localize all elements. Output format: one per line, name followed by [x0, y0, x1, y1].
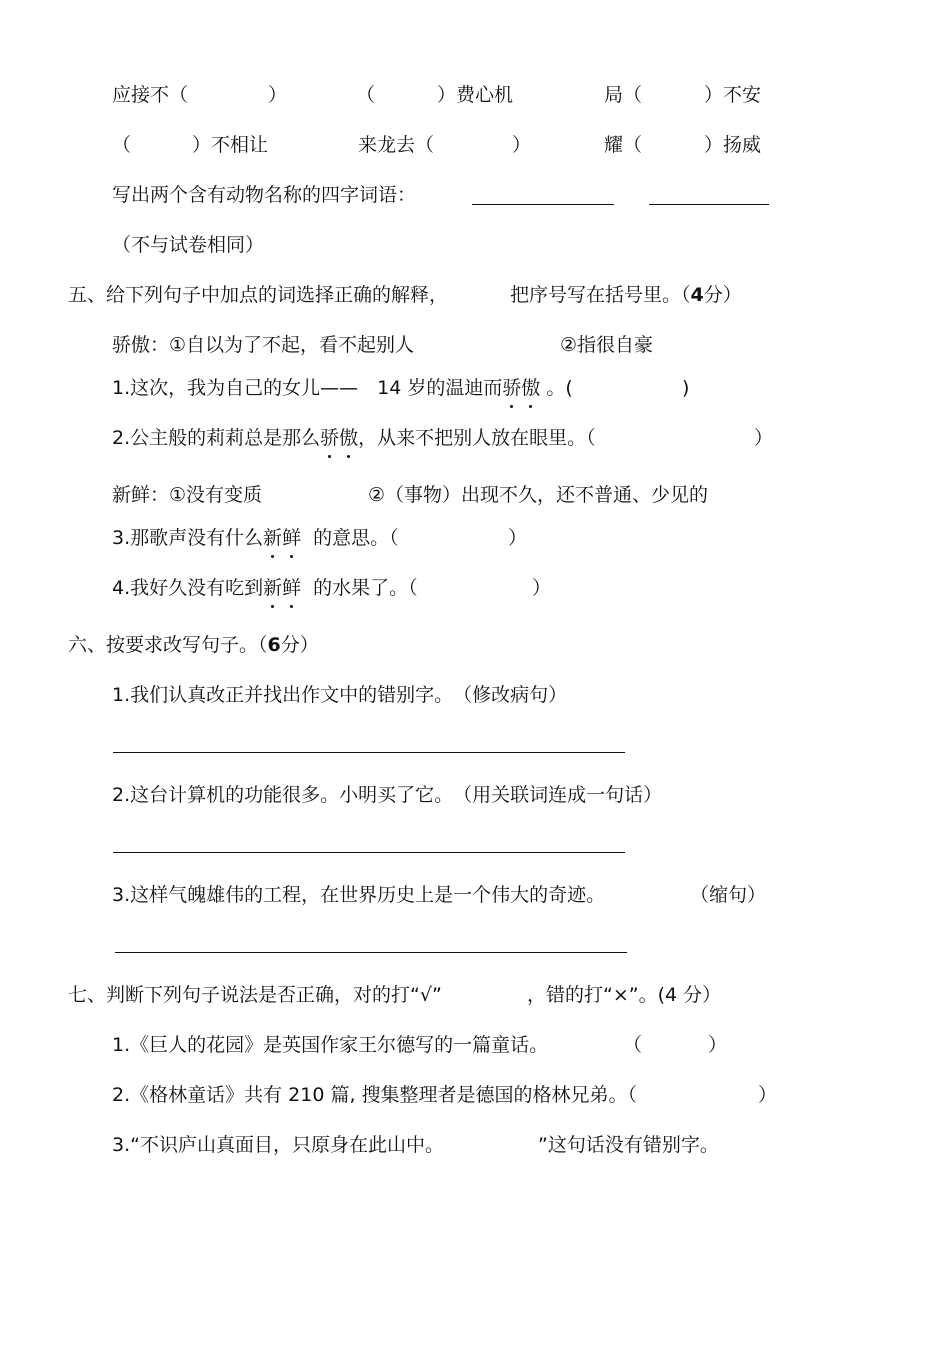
question-5-1: 1.这次，我为自己的女儿—— 14 岁的温迪而骄傲 。( — [112, 377, 573, 399]
idiom-row1-b-open: （ — [356, 84, 376, 106]
answer-paren-5-2-close[interactable]: ） — [754, 427, 774, 449]
idiom-row1-c-open: 局（ — [604, 84, 643, 106]
answer-line-6-2[interactable] — [113, 852, 625, 853]
question-6-3: 3.这样气魄雄伟的工程，在世界历史上是一个伟大的奇迹。 — [112, 884, 606, 906]
question-7-3: 3.“不识庐山真面目，只原身在此山中。 — [112, 1134, 444, 1156]
idiom-row2-a-open: （ — [112, 134, 132, 156]
idiom-row1-a-open: 应接不（ — [112, 84, 189, 106]
idiom-row1-c-close: ）不安 — [704, 84, 762, 106]
answer-paren-7-2-close[interactable]: ） — [758, 1084, 778, 1106]
section5-heading-b: 把序号写在括号里。（4分） — [510, 284, 742, 306]
answer-blank-animal-2[interactable] — [649, 204, 769, 205]
section6-heading: 六、按要求改写句子。（6分） — [68, 634, 319, 656]
question-5-4: 4.我好久没有吃到新鲜 的水果了。（ — [112, 577, 418, 599]
animal-idiom-prompt: 写出两个含有动物名称的四字词语： — [112, 184, 417, 206]
definition-jiaoao-1: 骄傲：①自以为了不起，看不起别人 — [112, 334, 415, 356]
answer-paren-7-1-open[interactable]: （ — [623, 1034, 643, 1056]
answer-paren-5-3-close[interactable]: ） — [508, 527, 528, 549]
idiom-row2-b-open: 来龙去（ — [358, 134, 435, 156]
answer-paren-5-4-close[interactable]: ） — [532, 577, 552, 599]
question-7-2: 2.《格林童话》共有 210 篇, 搜集整理者是德国的格林兄弟。（ — [112, 1084, 638, 1106]
question-5-2: 2.公主般的莉莉总是那么骄傲，从来不把别人放在眼里。（ — [112, 427, 596, 449]
question-6-3-instruction: （缩句） — [690, 884, 767, 906]
question-5-3: 3.那歌声没有什么新鲜 的意思。（ — [112, 527, 399, 549]
answer-line-6-1[interactable] — [113, 752, 625, 753]
question-7-1: 1.《巨人的花园》是英国作家王尔德写的一篇童话。 — [112, 1034, 549, 1056]
idiom-row2-a-close: ）不相让 — [192, 134, 269, 156]
question-6-2: 2.这台计算机的功能很多。小明买了它。 （用关联词连成一句话） — [112, 784, 663, 806]
question-7-3-tail: ”这句话没有错别字。 — [538, 1134, 719, 1156]
idiom-row2-c-close: ）扬威 — [704, 134, 762, 156]
definition-xinxian-2: ②（事物）出现不久，还不普通、少见的 — [368, 484, 709, 506]
section7-heading-a: 七、判断下列句子说法是否正确，对的打“√” — [68, 984, 442, 1006]
idiom-row2-b-close: ） — [512, 134, 532, 156]
answer-line-6-3[interactable] — [115, 952, 627, 953]
idiom-row2-c-open: 耀（ — [604, 134, 643, 156]
idiom-row1-b-close: ）费心机 — [437, 84, 514, 106]
animal-idiom-note: （不与试卷相同） — [112, 234, 265, 256]
answer-paren-5-1-close[interactable]: ) — [682, 377, 690, 399]
definition-xinxian-1: 新鲜：①没有变质 — [112, 484, 263, 506]
section7-heading-b: ，错的打“×”。(4 分） — [527, 984, 722, 1006]
idiom-row1-a-close: ） — [268, 84, 288, 106]
answer-blank-animal-1[interactable] — [472, 204, 614, 205]
question-6-1: 1.我们认真改正并找出作文中的错别字。 （修改病句） — [112, 684, 568, 706]
definition-jiaoao-2: ②指很自豪 — [560, 334, 654, 356]
answer-paren-7-1-close[interactable]: ） — [708, 1034, 728, 1056]
section5-heading-a: 五、给下列句子中加点的词选择正确的解释， — [68, 284, 449, 306]
